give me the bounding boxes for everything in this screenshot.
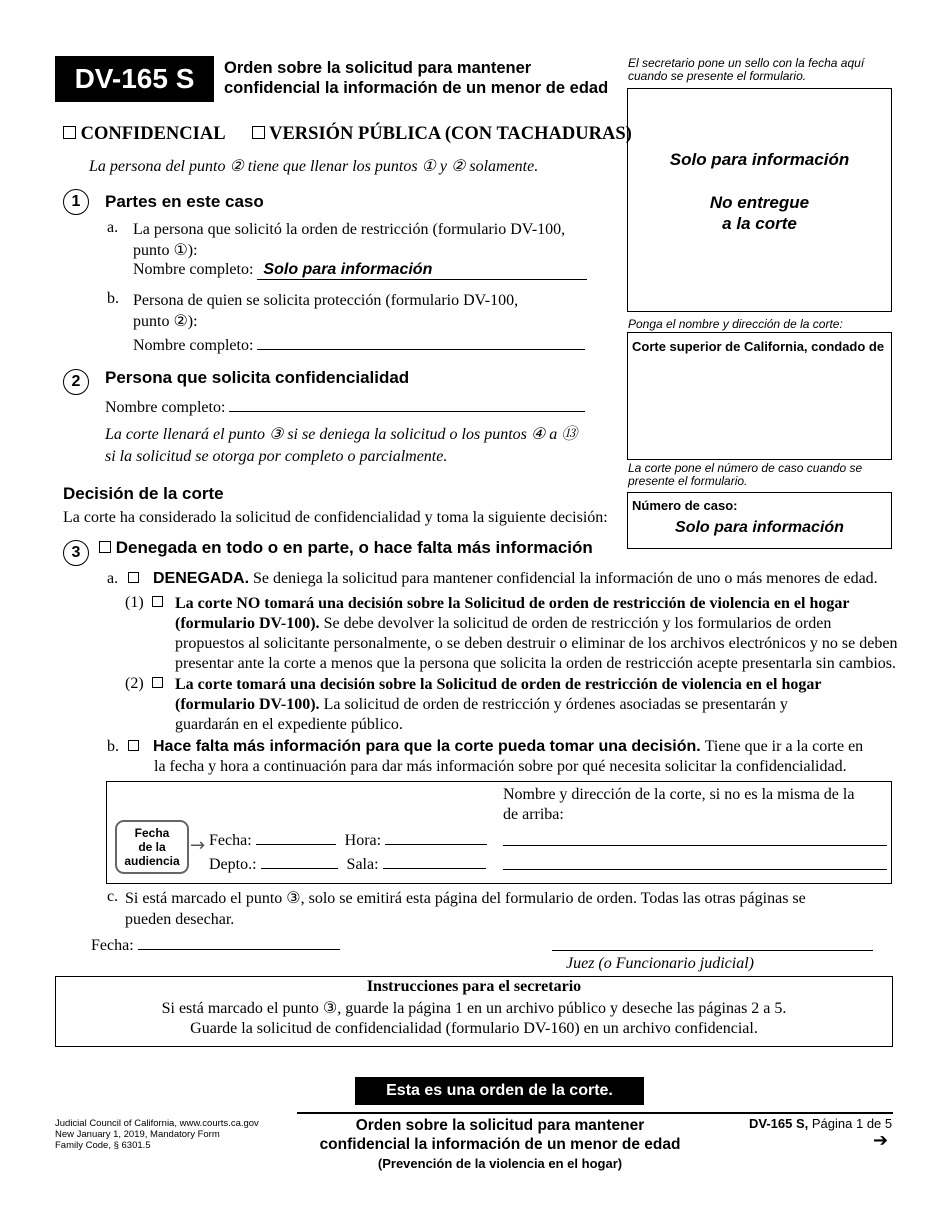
item-1a-text: La persona que solicitó la orden de restricción (formulario DV-100, punto ①):	[133, 221, 566, 259]
item-3-checkbox[interactable]	[99, 541, 111, 553]
decision-heading: Decisión de la corte	[63, 484, 224, 503]
hearing-court-line-1[interactable]	[503, 845, 887, 846]
requester-name-field[interactable]	[229, 395, 585, 412]
item-3a-row: DENEGADA. Se deniega la solicitud para mantener confidencial la información de uno o más menores de edad.	[128, 570, 878, 588]
item-2-name-row: Nombre completo:	[105, 395, 585, 417]
judge-label: Juez (o Funcionario judicial)	[566, 955, 754, 972]
item-1-title: Partes en este caso	[105, 192, 264, 211]
stamp-to-court: a la corte	[722, 214, 797, 233]
item-3b-letter: b.	[107, 738, 119, 755]
form-title: Orden sobre la solicitud para mantener confidencial la información de un menor de edad	[224, 59, 609, 97]
item-1b-text: Persona de quien se solicita protección (formulario DV-100, punto ②):	[133, 292, 519, 330]
no-decision-checkbox[interactable]	[152, 596, 163, 607]
case-number-label: Número de caso:	[632, 498, 738, 513]
item-2-number: 2	[63, 369, 89, 395]
footer-title: Orden sobre la solicitud para mantener confidencial la información de un menor de edad (Prevención de la violencia en el hogar)	[319, 1117, 681, 1171]
clerk-instructions-line2: Guarde la solicitud de confidencialidad (formulario DV-160) en un archivo confidencial.	[190, 1020, 758, 1037]
item-1b-letter: b.	[107, 290, 119, 307]
signature-date-row: Fecha:	[91, 934, 340, 955]
stamp-info-only: Solo para información	[669, 150, 850, 169]
stamp-do-not-submit: No entregue	[709, 193, 810, 212]
item-1a-letter: a.	[107, 219, 119, 236]
case-number-box[interactable]	[627, 492, 892, 549]
item-3-number: 3	[63, 540, 89, 566]
footer-page-ref: DV-165 S, Página 1 de 5	[749, 1116, 893, 1131]
court-name-box[interactable]	[627, 332, 892, 460]
hearing-court-line-2[interactable]	[503, 869, 887, 870]
item-3c-text: Si está marcado el punto ③, solo se emitirá esta página del formulario de orden. Todas las otras páginas se pueden desechar.	[125, 890, 806, 928]
public-version-label: VERSIÓN PÚBLICA (CON TACHADURAS)	[269, 124, 632, 144]
item-3a1-text: La corte NO tomará una decisión sobre la Solicitud de orden de restricción de violencia en el hogar (formulario DV-100). Se debe devolver la solicitud de orden de restricción y los formularios de orden propuestos al solicitante personalmente, o se deben destruir o eliminar de los archivos electrónicos y no se deben presentar ante la corte a menos que la persona que solicita la orden de restricción acepte presentarla sin cambios.	[175, 595, 898, 672]
clerk-stamp-note: El secretario pone un sello con la fecha aquí cuando se presente el formulario.	[628, 56, 865, 83]
clerk-instructions-box	[55, 976, 893, 1047]
item-3a2-num: (2)	[125, 675, 163, 693]
next-page-arrow-icon: ➔	[873, 1130, 889, 1151]
court-order-banner: Esta es una orden de la corte.	[355, 1077, 644, 1105]
confidential-label: CONFIDENCIAL	[80, 124, 225, 144]
protected-person-name-field[interactable]	[257, 333, 585, 350]
item-1-number: 1	[63, 189, 89, 215]
judge-signature-line[interactable]	[552, 950, 873, 951]
more-info-checkbox[interactable]	[128, 740, 139, 751]
form-id-badge: DV-165 S	[55, 56, 214, 102]
item-3c-letter: c.	[107, 888, 119, 905]
footer-left: Judicial Council of California, www.courts.ca.gov New January 1, 2019, Mandatory Form Family Code, § 6301.5	[55, 1118, 259, 1151]
hearing-box	[106, 781, 892, 884]
decision-intro: La corte ha considerado la solicitud de confidencialidad y toma la siguiente decisión:	[63, 509, 608, 526]
item-1a-name-row: Nombre completo: Solo para información	[133, 261, 587, 280]
item-2-title: Persona que solicita confidencialidad	[105, 368, 410, 387]
signature-date-field[interactable]	[138, 934, 340, 950]
confidentiality-options	[63, 124, 632, 145]
fill-instruction: La persona del punto ② tiene que llenar los puntos ① y ② solamente.	[89, 158, 539, 175]
public-version-checkbox[interactable]	[252, 126, 265, 139]
item-3b-text-line2: la fecha y hora a continuación para dar más información sobre por qué necesita solicitar la confidencialidad.	[154, 758, 847, 775]
footer-divider	[297, 1112, 893, 1114]
hearing-time-field[interactable]	[385, 829, 487, 845]
court-name-value: Corte superior de California, condado de	[632, 339, 885, 354]
item-3a1-num: (1)	[125, 594, 163, 612]
case-number-value: Solo para información	[675, 519, 844, 536]
item-3-title-row: Denegada en todo o en parte, o hace falta más información	[99, 538, 593, 558]
clerk-instructions-line1: Si está marcado el punto ③, guarde la página 1 en un archivo público y deseche las páginas 2 a 5.	[161, 1000, 787, 1017]
hearing-date-row: Fecha: Hora:	[209, 829, 487, 850]
clerk-stamp-box	[627, 88, 892, 312]
item-1b-name-row: Nombre completo:	[133, 333, 585, 355]
hearing-room-field[interactable]	[383, 853, 486, 869]
item-3a2-text: La corte tomará una decisión sobre la Solicitud de orden de restricción de violencia en el hogar (formulario DV-100). La solicitud de orden de restricción y órdenes asociadas se presentarán y guardarán en el expediente público.	[175, 676, 822, 733]
will-decide-checkbox[interactable]	[152, 677, 163, 688]
hearing-date-badge: Fecha de la audiencia	[115, 820, 189, 874]
item-3b-row: Hace falta más información para que la corte pueda tomar una decisión. Tiene que ir a la corte en	[128, 738, 863, 756]
confidential-checkbox[interactable]	[63, 126, 76, 139]
hearing-dept-row: Depto.: Sala:	[209, 853, 486, 874]
case-number-note: La corte pone el número de caso cuando se presente el formulario.	[628, 461, 863, 488]
item-2-note: La corte llenará el punto ③ si se deniega la solicitud o los puntos ④ a ⑬ si la solicitud se otorga por completo o parcialmente.	[105, 426, 578, 465]
hearing-court-label: Nombre y dirección de la corte, si no es la misma de la de arriba:	[503, 786, 855, 823]
denied-checkbox[interactable]	[128, 572, 139, 583]
petitioner-name-field[interactable]: Solo para información	[257, 261, 587, 280]
item-3a-letter: a.	[107, 570, 119, 587]
hearing-dept-field[interactable]	[261, 853, 338, 869]
court-name-note: Ponga el nombre y dirección de la corte:	[628, 317, 843, 331]
hearing-date-field[interactable]	[256, 829, 336, 845]
clerk-instructions-title: Instrucciones para el secretario	[366, 978, 582, 995]
badge-arrow-icon: →	[190, 835, 206, 856]
